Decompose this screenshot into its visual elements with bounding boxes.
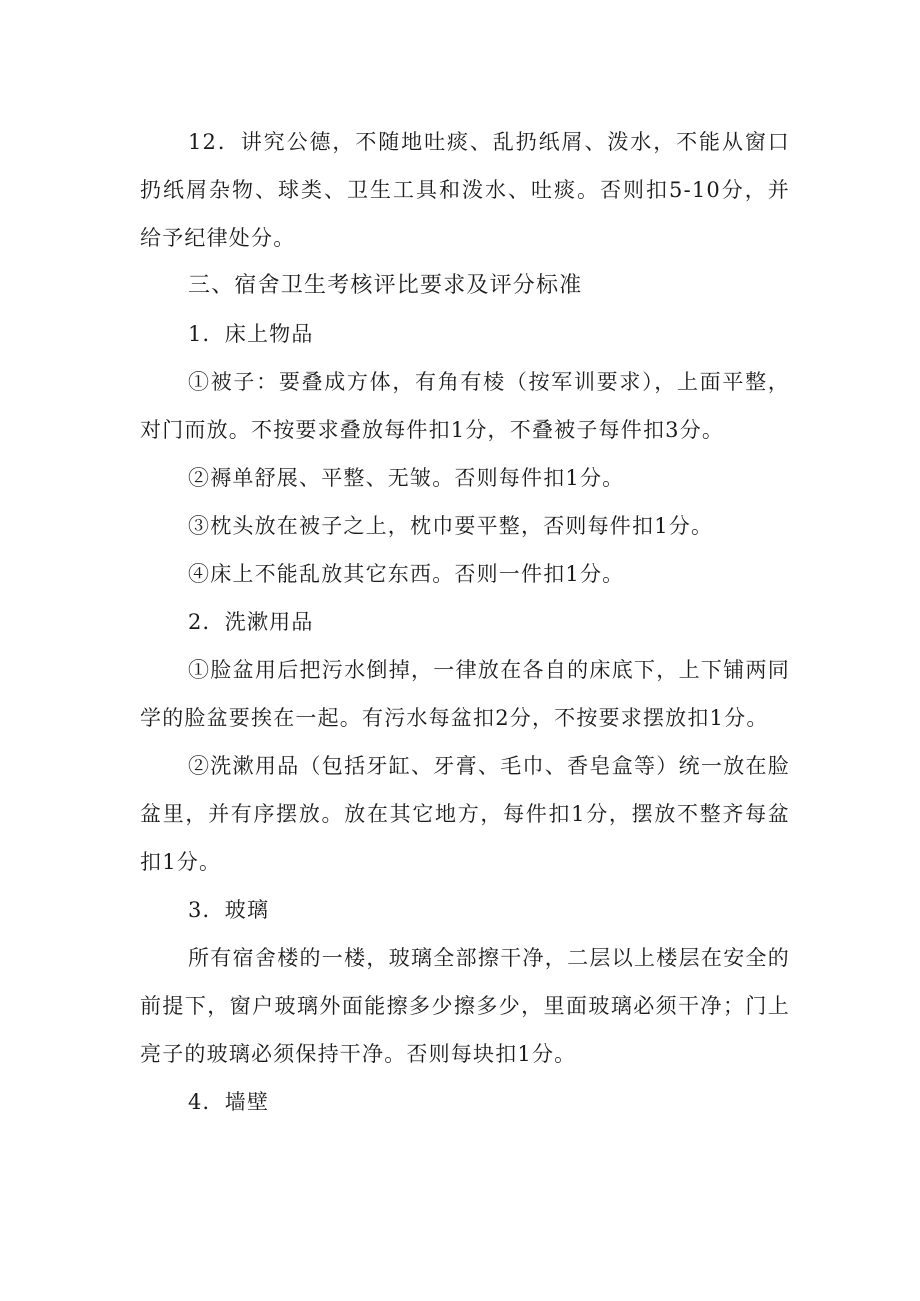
subheading-walls: 4．墙壁 [188, 1090, 270, 1114]
paragraph-sheet: ②褥单舒展、平整、无皱。否则每件扣1分。 [188, 466, 625, 490]
subheading-glass: 3．玻璃 [188, 898, 270, 922]
paragraph-washbasin: ①脸盆用后把污水倒掉，一律放在各自的床底下，上下铺两同学的脸盆要挨在一起。有污水每盆扣2分，不按要求摆放扣1分。 [140, 658, 790, 730]
paragraph-quilt: ①被子：要叠成方体，有角有棱（按军训要求），上面平整，对门而放。不按要求叠放每件扣1分，不叠被子每件扣3分。 [140, 370, 790, 442]
subheading-toiletries: 2．洗漱用品 [188, 610, 314, 634]
paragraph-pillow: ③枕头放在被子之上，枕巾要平整，否则每件扣1分。 [188, 514, 714, 538]
paragraph-glass: 所有宿舍楼的一楼，玻璃全部擦干净，二层以上楼层在安全的前提下，窗户玻璃外面能擦多少擦多少，里面玻璃必须干净；门上亮子的玻璃必须保持干净。否则每块扣1分。 [140, 946, 790, 1066]
subheading-bed-items: 1．床上物品 [188, 322, 314, 346]
paragraph-bed-clutter: ④床上不能乱放其它东西。否则一件扣1分。 [188, 562, 625, 586]
section-heading-3: 三、宿舍卫生考核评比要求及评分标准 [188, 273, 583, 298]
paragraph-rule-12: 12．讲究公德，不随地吐痰、乱扔纸屑、泼水，不能从窗口扔纸屑杂物、球类、卫生工具和泼水、吐痰。否则扣5-10分，并给予纪律处分。 [140, 130, 790, 250]
document-body [140, 118, 790, 1126]
paragraph-toiletry-items: ②洗漱用品（包括牙缸、牙膏、毛巾、香皂盒等）统一放在脸盆里，并有序摆放。放在其它地方，每件扣1分，摆放不整齐每盆扣1分。 [140, 754, 790, 874]
